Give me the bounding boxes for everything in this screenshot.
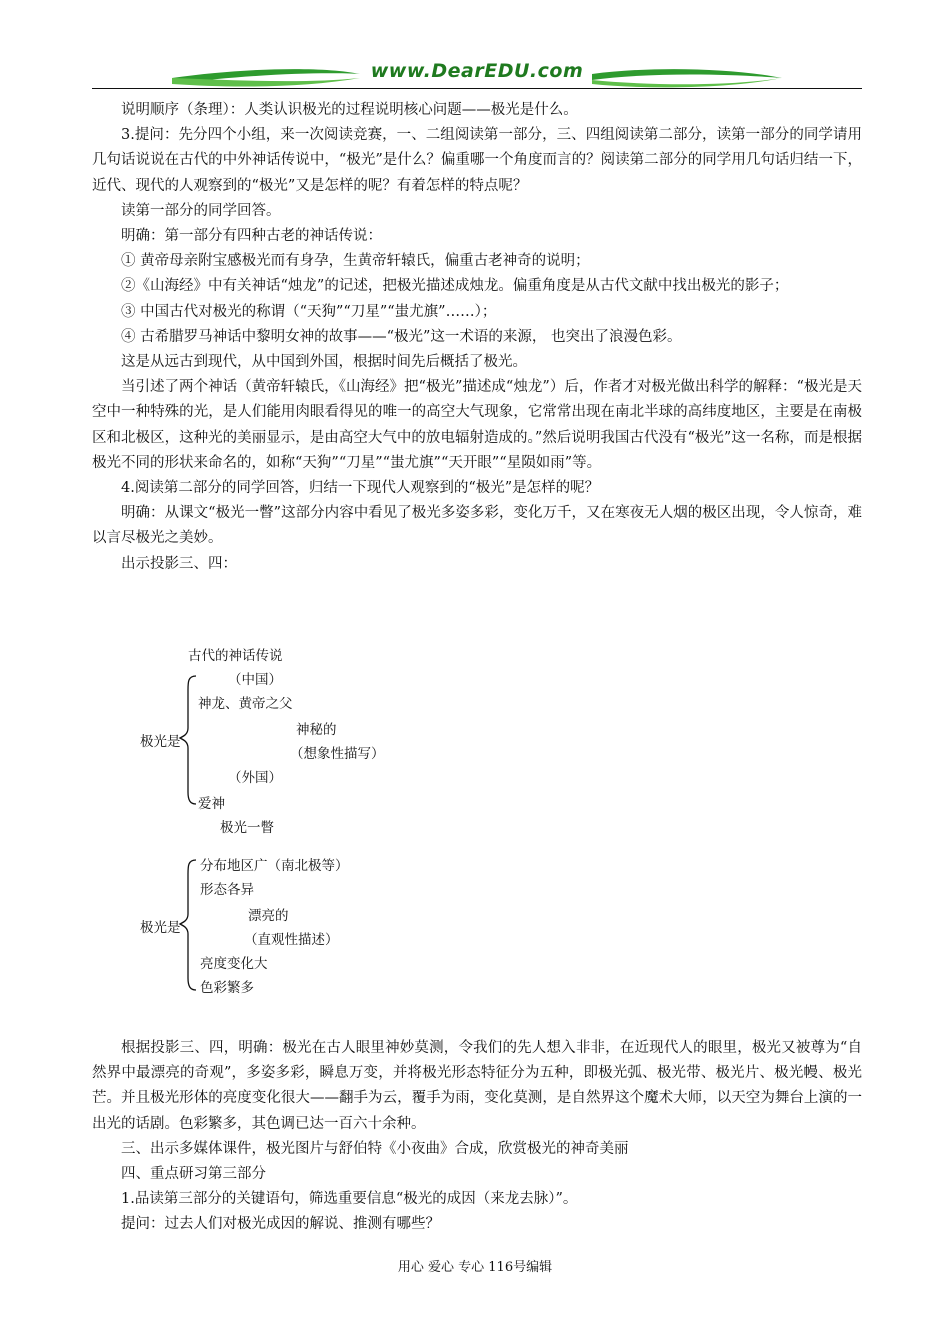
paragraph: ④ 古希腊罗马神话中黎明女神的故事——“极光”这一术语的来源， 也突出了浪漫色彩。 [121, 328, 682, 345]
paragraph: 当引述了两个神话（黄帝轩辕氏，《山海经》把“极光”描述成“烛龙”）后，作者才对极光做出科学的解释：“极光是天空中一种特殊的光，是人们能用肉眼看得见的唯一的高空大气现象，它常常出现在南北半球的高纬度地区，主要是在南极区和北极区，这种光的美丽显示，是由高空大气中的放电辐射造成的。”然后说明我国古代没有“极光”这一名称，而是根据极光不同的形状来命名的，如称“天狗”“刀星”“蚩尤旗”“天开眼”“星陨如雨”等。 [92, 379, 862, 471]
diagram-root: 极光是 [140, 734, 181, 750]
diagram2-label-beauty: 漂亮的 [248, 908, 289, 924]
body-text-bottom [92, 1036, 862, 1238]
paragraph: 三、出示多媒体课件，极光图片与舒伯特《小夜曲》合成，欣赏极光的神奇美丽 [121, 1140, 629, 1157]
paragraph: 读第一部分的同学回答。 [121, 202, 281, 219]
diagram-label-foreign: （外国） [228, 770, 282, 786]
paragraph: 4.阅读第二部分的同学回答，归结一下现代人观察到的“极光”是怎样的呢？ [121, 480, 600, 497]
paragraph: 四、重点研习第三部分 [121, 1166, 266, 1183]
diagram2-note-visual: （直观性描述） [244, 932, 339, 948]
paragraph: ②《山海经》中有关神话“烛龙”的记述，把极光描述成烛龙。偏重角度是从古代文献中找出极光的影子； [121, 278, 789, 295]
diagram-label-china: （中国） [228, 672, 282, 688]
paragraph: 出示投影三、四： [121, 555, 237, 572]
diagram-note-imaginative: （想象性描写） [290, 746, 385, 762]
diagram2-root: 极光是 [140, 920, 181, 936]
diagram2-item-distribution: 分布地区广（南北极等） [200, 858, 349, 874]
site-logo-text: www.DearEDU.com [370, 60, 584, 82]
diagram2-item-brightness: 亮度变化大 [200, 956, 268, 972]
diagram2-item-shapes: 形态各异 [200, 882, 254, 898]
paragraph: 1.品读第三部分的关键语句，筛选重要信息“极光的成因（来龙去脉）”。 [121, 1191, 578, 1208]
paragraph: 根据投影三、四，明确：极光在古人眼里神妙莫测，令我们的先人想入非非，在近现代人的眼里，极光又被尊为“自然界中最漂亮的奇观”，多姿多彩，瞬息万变，并将极光形态特征分为五种，即极光弧、极光带、极光片、极光幔、极光芒。并且极光形体的亮度变化很大——翻手为云，覆手为雨，变化莫测，是自然界这个魔术大师，以天空为舞台上演的一出光的话剧。色彩繁多，其色调已达一百六十余种。 [92, 1040, 862, 1132]
paragraph: 明确：第一部分有四种古老的神话传说： [121, 228, 382, 245]
paragraph: ① 黄帝母亲附宝感极光而有身孕，生黄帝轩辕氏，偏重古老神奇的说明； [121, 253, 590, 270]
paragraph: 这是从远古到现代，从中国到外国，根据时间先后概括了极光。 [121, 354, 527, 371]
paragraph: 3.提问：先分四个小组，来一次阅读竞赛，一、二组阅读第一部分，三、四组阅读第二部分，读第一部分的同学请用几句话说说在古代的中外神话传说中，“极光”是什么？偏重哪一个角度而言的？阅读第二部分的同学用几句话归结一下，近代、现代的人观察到的“极光”又是怎样的呢？有着怎样的特点呢？ [92, 127, 862, 194]
diagram-label-mystic: 神秘的 [296, 722, 337, 738]
paragraph: 明确：从课文“极光一瞥”这部分内容中看见了极光多姿多彩，变化万千，又在寒夜无人烟的极区出现，令人惊奇，难以言尽极光之美妙。 [92, 505, 862, 547]
diagram-item-china: 神龙、黄帝之父 [198, 696, 293, 712]
diagram-label-glimpse: 极光一瞥 [220, 820, 274, 836]
paragraph: 说明顺序（条理）：人类认识极光的过程说明核心问题——极光是什么。 [121, 102, 578, 118]
diagram2-item-colors: 色彩繁多 [200, 980, 254, 996]
paragraph: 提问：过去人们对极光成因的解说、推测有哪些？ [121, 1216, 440, 1233]
diagram-title: 古代的神话传说 [188, 648, 283, 664]
paragraph: ③ 中国古代对极光的称谓（“天狗”“刀星”“蚩尤旗”……）； [121, 303, 497, 320]
page-footer: 用心 爱心 专心 116号编辑 [397, 1260, 553, 1275]
diagram-item-foreign: 爱神 [198, 796, 225, 812]
